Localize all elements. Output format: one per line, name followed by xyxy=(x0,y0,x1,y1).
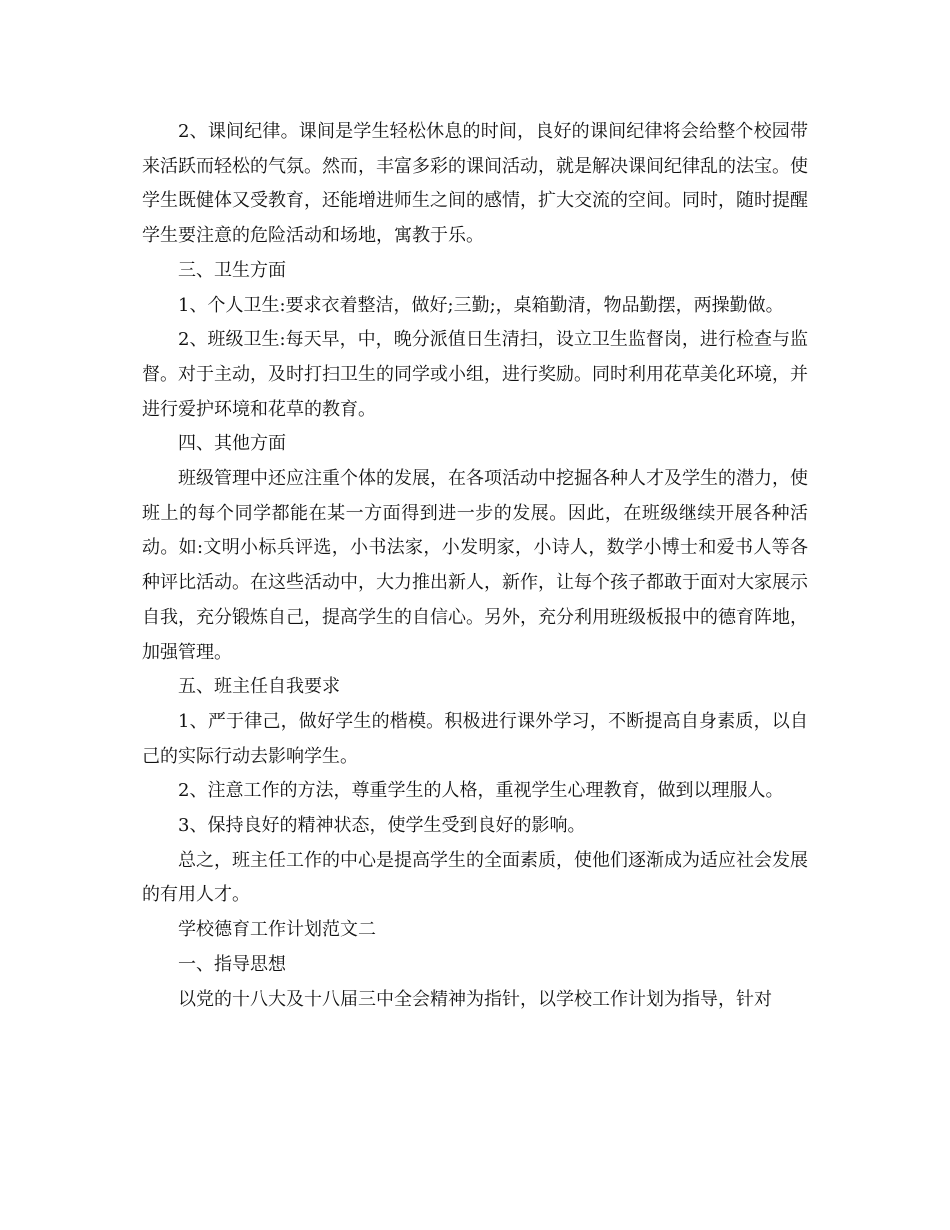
paragraph-mental-state: 3、保持良好的精神状态，使学生受到良好的影响。 xyxy=(178,815,586,837)
paragraph-guiding-ideology: 以党的十八大及十八届三中全会精神为指针，以学校工作计划为指导，针对 xyxy=(178,988,772,1010)
paragraph-personal-hygiene: 1、个人卫生:要求衣着整洁，做好;三勤;，桌箱勤清，物品勤摆，两操勤做。 xyxy=(178,294,784,316)
heading-other-aspects: 四、其他方面 xyxy=(178,433,286,455)
heading-teacher-self-requirements: 五、班主任自我要求 xyxy=(178,676,340,698)
paragraph-individual-development: 班级管理中还应注重个体的发展，在各项活动中挖掘各种人才及学生的潜力，使班上的每个同学都能在某一方面得到进一步的发展。因此，在班级继续开展各种活动。如:文明小标兵评选，小书法家，小发明家，小诗人，数学小博士和爱书人等各种评比活动。在这些活动中，大力推出新人，新作，让每个孩子都敢于面对大家展示自我，充分锻炼自己，提高学生的自信心。另外，充分利用班级板报中的德育阵地，加强管理。 xyxy=(142,468,808,663)
paragraph-class-hygiene: 2、班级卫生:每天早，中，晚分派值日生清扫，设立卫生监督岗，进行检查与监督。对于主动，及时打扫卫生的同学或小组，进行奖励。同时利用花草美化环境，并进行爱护环境和花草的教育。 xyxy=(142,329,808,420)
paragraph-recess-discipline: 2、课间纪律。课间是学生轻松休息的时间，良好的课间纪律将会给整个校园带来活跃而轻松的气氛。然而，丰富多彩的课间活动，就是解决课间纪律乱的法宝。使学生既健体又受教育，还能增进师生之间的感情，扩大交流的空间。同时，随时提醒学生要注意的危险活动和场地，寓教于乐。 xyxy=(142,121,808,247)
document-body xyxy=(142,115,808,1017)
heading-sample-two: 学校德育工作计划范文二 xyxy=(178,919,376,941)
heading-guiding-ideology: 一、指导思想 xyxy=(178,953,286,975)
heading-hygiene: 三、卫生方面 xyxy=(178,259,286,281)
paragraph-self-discipline: 1、严于律己，做好学生的楷模。积极进行课外学习，不断提高自身素质，以自己的实际行动去影响学生。 xyxy=(142,710,808,767)
paragraph-conclusion: 总之，班主任工作的中心是提高学生的全面素质，使他们逐渐成为适应社会发展的有用人才。 xyxy=(142,849,808,906)
paragraph-work-methods: 2、注意工作的方法，尊重学生的人格，重视学生心理教育，做到以理服人。 xyxy=(178,780,784,802)
